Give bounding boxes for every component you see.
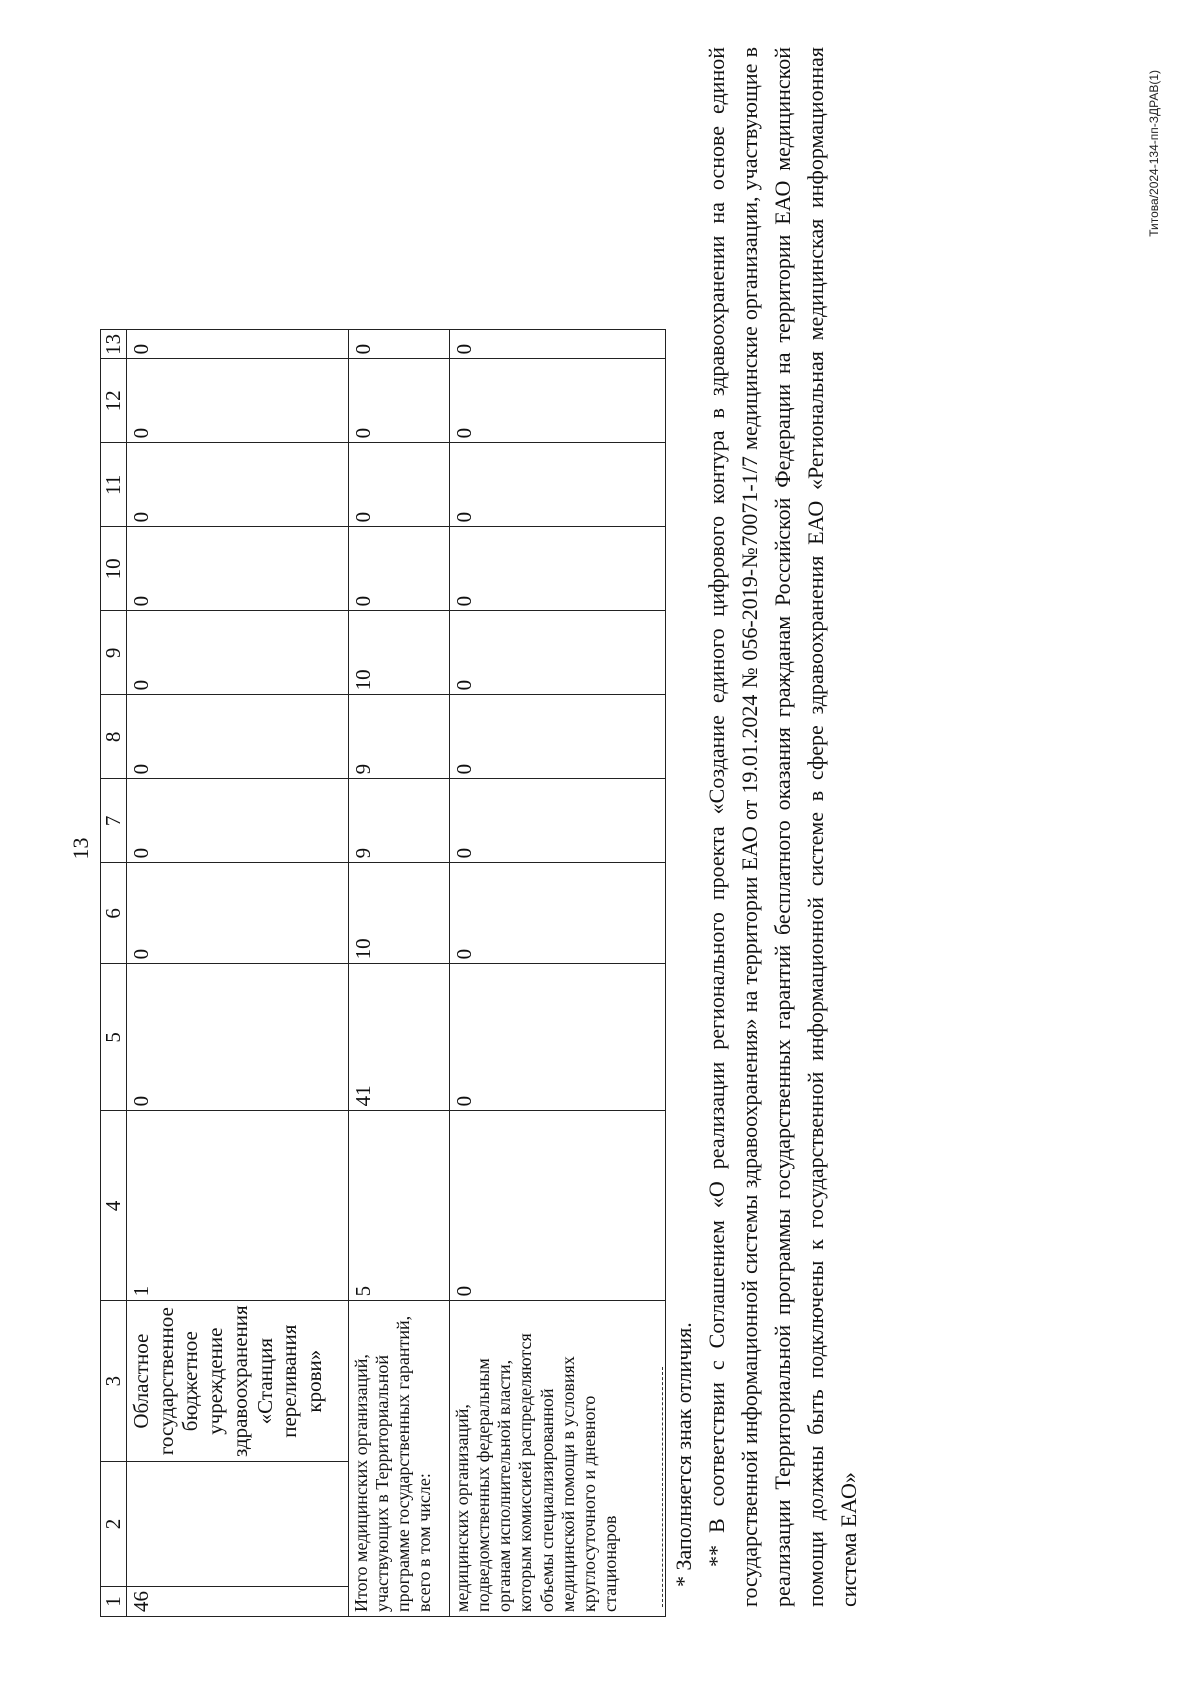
footnote-1: * Заполняется знак отличия. — [671, 1322, 696, 1587]
table-cell: 0 — [348, 359, 449, 443]
total-label: Итого медицинских организаций, участвующих в Территориальной программе государственных гарантий, всего в том числе: — [348, 1301, 449, 1617]
row-number: 46 — [126, 1587, 348, 1617]
header-cell: 5 — [101, 964, 127, 1111]
header-cell: 2 — [101, 1462, 127, 1587]
header-cell: 8 — [101, 695, 127, 779]
table-cell: 0 — [126, 779, 348, 863]
header-cell: 10 — [101, 527, 127, 611]
table-cell: 0 — [126, 695, 348, 779]
table-cell: 0 — [449, 1111, 665, 1301]
table-cell: 1 — [126, 1111, 348, 1301]
header-cell: 9 — [101, 611, 127, 695]
table-cell: 0 — [348, 443, 449, 527]
table-cell: 10 — [348, 863, 449, 964]
data-table — [100, 329, 666, 1617]
table-cell: 41 — [348, 964, 449, 1111]
table-cell: 0 — [449, 964, 665, 1111]
table-cell: 9 — [348, 695, 449, 779]
table-cell: 0 — [449, 695, 665, 779]
table-cell: 0 — [126, 964, 348, 1111]
table-cell: 0 — [126, 330, 348, 359]
federal-label: медицинских организаций, подведомственных федеральным органам исполнительной власти, которым комиссией распределяются объемы специализированной медицинской помощи в условиях круглосуточного и дневного стационаров — [449, 1301, 665, 1617]
table-cell: 0 — [126, 359, 348, 443]
table-cell: 0 — [126, 443, 348, 527]
footnote-divider — [662, 1367, 663, 1607]
table-cell: 0 — [449, 779, 665, 863]
footnotes — [662, 47, 865, 1607]
table-cell: 5 — [348, 1111, 449, 1301]
table-cell: 0 — [449, 330, 665, 359]
header-cell: 7 — [101, 779, 127, 863]
header-cell: 1 — [101, 1587, 127, 1617]
header-cell: 12 — [101, 359, 127, 443]
header-cell: 6 — [101, 863, 127, 964]
table-cell: 0 — [449, 443, 665, 527]
table-cell: 10 — [348, 611, 449, 695]
table-cell: 0 — [348, 527, 449, 611]
table-cell: 0 — [449, 863, 665, 964]
empty-cell — [126, 1462, 348, 1587]
table-cell: 0 — [126, 527, 348, 611]
table-row — [126, 330, 348, 1617]
table-cell: 9 — [348, 779, 449, 863]
organization-name: Областное государственное бюджетное учреждение здравоохранения «Станция переливания крови» — [126, 1301, 348, 1462]
header-cell: 11 — [101, 443, 127, 527]
header-cell: 13 — [101, 330, 127, 359]
table-cell: 0 — [126, 863, 348, 964]
table-row — [449, 330, 665, 1617]
table-row — [348, 330, 449, 1617]
table-cell: 0 — [348, 330, 449, 359]
header-cell: 4 — [101, 1111, 127, 1301]
document-code: Титова/2024-134-пп-ЗДРАВ(1) — [1147, 70, 1161, 237]
header-cell: 3 — [101, 1301, 127, 1462]
footnote-2: ** В соответствии с Соглашением «О реализации регионального проекта «Создание единого цифрового контура в здравоохранении на основе единой государственной информационной системы здравоохранения» на территории ЕАО от 19.01.2024 № 056-2019-№70071-1/7 медицинские организации, участвующие в реализации Территориальной программы государственных гарантий бесплатного оказания гражданам Российской Федерации на территории ЕАО медицинской помощи должны быть подключены к государственной информационной системе в сфере здравоохранения ЕАО «Региональная медицинская информационная система ЕАО» — [704, 47, 861, 1607]
table-cell: 0 — [449, 359, 665, 443]
table-cell: 0 — [449, 611, 665, 695]
table-cell: 0 — [449, 527, 665, 611]
table-cell: 0 — [126, 611, 348, 695]
page-number: 13 — [68, 837, 93, 860]
table-header-row — [101, 330, 127, 1617]
